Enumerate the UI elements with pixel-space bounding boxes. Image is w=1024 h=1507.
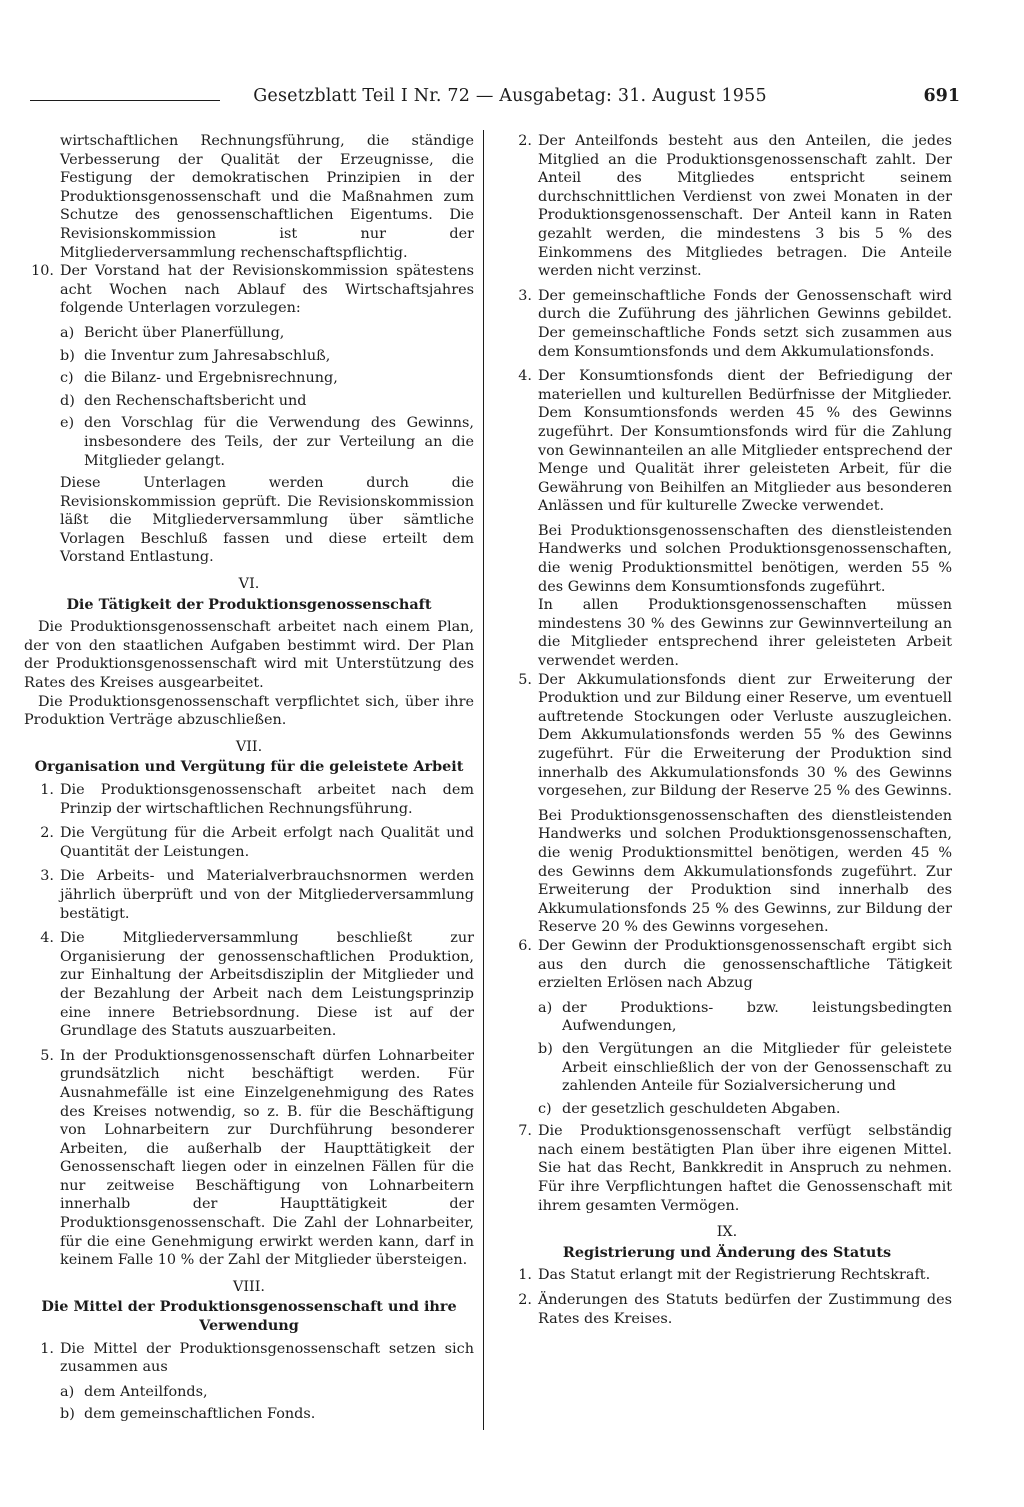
list-item	[502, 1122, 952, 1215]
item-paragraph: Bei Produktionsgenossenschaften des dienstleistenden Handwerks und solchen Produktionsgenossenschaften, die wenig Produktionsmittel benötigen, werden 55 % des Gewinns dem Konsumtionsfonds zugeführt.	[538, 522, 952, 595]
sub-item	[24, 414, 474, 470]
sub-text: den Vergütungen an die Mitglieder für geleistete Arbeit einschließlich der von der Genossenschaft zu zahlenden Anteile für Sozialversicherung und	[562, 1040, 952, 1095]
item-number: 1.	[40, 1340, 54, 1357]
item-text: Die Arbeits- und Materialverbrauchsnormen werden jährlich überprüft und von der Mitgliederversammlung bestätigt.	[60, 868, 474, 922]
section-heading: Die Tätigkeit der Produktionsgenossenschaft	[66, 595, 432, 613]
sub-marker: a)	[538, 999, 553, 1016]
sub-item	[502, 999, 952, 1036]
page-header	[30, 84, 964, 112]
list-item	[502, 367, 952, 516]
sub-marker: c)	[538, 1100, 552, 1117]
sub-marker: e)	[60, 415, 75, 432]
item-number: 1.	[40, 782, 54, 798]
item-number: 4.	[518, 368, 532, 385]
item-number: 4.	[40, 930, 54, 947]
list-item	[24, 929, 474, 1041]
sub-marker: c)	[60, 370, 74, 387]
sub-item	[24, 1383, 474, 1402]
sub-text: dem Anteilfonds,	[84, 1383, 208, 1400]
sub-item	[24, 1405, 474, 1424]
page-number: 691	[923, 86, 960, 106]
sub-marker: b)	[538, 1040, 553, 1057]
continued-paragraph: wirtschaftlichen Rechnungsführung, die ständige Verbesserung der Qualität der Erzeugnisse, die Festigung der demokratischen Prinzipien in der Produktionsgenossenschaft und die Maßnahmen zum Schutze des genossenschaftlichen Eigentums. Die Revisionskommission ist nur der Mitgliederversammlung rechenschaftspflichtig.	[60, 133, 474, 261]
list-item	[24, 824, 474, 861]
section-number: VIII.	[232, 1278, 266, 1295]
item-text: Die Mittel der Produktionsgenossenschaft setzen sich zusammen aus	[60, 1340, 474, 1376]
item-number: 3.	[40, 868, 54, 885]
item-number: 2.	[518, 133, 532, 149]
item-number: 2.	[40, 825, 54, 842]
sub-item	[502, 1040, 952, 1096]
sub-item	[24, 347, 474, 366]
list-item	[502, 937, 952, 993]
column-divider	[483, 130, 484, 1430]
list-item	[24, 262, 474, 318]
list-item	[24, 867, 474, 923]
item-number: 10.	[31, 263, 54, 280]
item-text: Die Produktionsgenossenschaft verfügt selbständig nach einem bestätigten Plan über ihre eigenen Mittel. Sie hat das Recht, Bankkredit in Anspruch zu nehmen. Für ihre Verpflichtungen haftet die Genossenschaft mit ihrem gesamten Vermögen.	[538, 1123, 952, 1214]
item-number: 5.	[40, 1047, 54, 1064]
item-text: Die Produktionsgenossenschaft arbeitet nach dem Prinzip der wirtschaftlichen Rechnungsführung.	[60, 782, 474, 817]
item-paragraph: In allen Produktionsgenossenschaften müssen mindestens 30 % des Gewinns zur Gewinnverteilung an die Mitglieder entsprechend ihrer geleisteten Arbeit verwendet werden.	[538, 597, 952, 670]
sub-marker: b)	[60, 1406, 75, 1423]
item-text: Änderungen des Statuts bedürfen der Zustimmung des Rates des Kreises.	[538, 1292, 952, 1327]
item-number: 3.	[518, 287, 532, 304]
sub-text: die Bilanz- und Ergebnisrechnung,	[84, 370, 338, 387]
right-column	[502, 132, 952, 1334]
item-text: Die Mitgliederversammlung beschließt zur Organisierung der genossenschaftlichen Produktion, zur Einhaltung der Arbeitsdisziplin der Mitglieder und der Bezahlung der Arbeit nach dem Leistungsprinzip eine innere Betriebsordnung. Diese ist auf der Grundlage des Statuts auszuarbeiten.	[60, 930, 474, 1040]
list-item	[502, 132, 952, 281]
section-heading: Organisation und Vergütung für die geleistete Arbeit	[34, 758, 464, 776]
sub-text: die Inventur zum Jahresabschluß,	[84, 347, 331, 364]
item-number: 2.	[518, 1292, 532, 1309]
header-title: Gesetzblatt Teil I Nr. 72 — Ausgabetag: 31. August 1955	[253, 86, 767, 106]
sub-item	[502, 1100, 952, 1119]
item-text: Der Vorstand hat der Revisionskommission spätestens acht Wochen nach Ablauf des Wirtschaftsjahres folgende Unterlagen vorzulegen:	[60, 263, 474, 317]
item-paragraph: Diese Unterlagen werden durch die Revisionskommission geprüft. Die Revisionskommission läßt die Mitgliederversammlung über sämtliche Vorlagen Beschluß fassen und diese erteilt dem Vorstand Entlastung.	[60, 475, 474, 566]
body-paragraph: Die Produktionsgenossenschaft verpflichtet sich, über ihre Produktion Verträge abzuschließen.	[24, 693, 474, 729]
list-item	[502, 671, 952, 801]
item-text: Der Gewinn der Produktionsgenossenschaft ergibt sich aus den durch die genossenschaftliche Tätigkeit erzielten Erlösen nach Abzug	[538, 937, 952, 992]
list-item	[502, 287, 952, 361]
item-text: Der Konsumtionsfonds dient der Befriedigung der materiellen und kulturellen Bedürfnisse der Mitglieder. Dem Konsumtionsfonds werden 45 % des Gewinns zugeführt. Der Konsumtionsfonds wird für die Zahlung von Gewinnanteilen an alle Mitglieder entsprechend der Menge und Qualität ihrer geleisteten Arbeit, für die Gewährung von Beihilfen an Mitglieder aus besonderen Anlässen und für kulturelle Zwecke verwendet.	[538, 368, 952, 515]
item-text: Das Statut erlangt mit der Registrierung Rechtskraft.	[538, 1267, 931, 1284]
item-number: 1.	[518, 1267, 532, 1284]
item-text: Der Akkumulationsfonds dient zur Erweiterung der Produktion und zur Bildung einer Reserve, um eventuell auftretende Stockungen oder Verluste auszugleichen. Dem Akkumulationsfonds werden 55 % des Gewinns zugeführt. Für die Erweiterung der Produktion sind innerhalb des Akkumulationsfonds 30 % des Gewinns vorgesehen, zur Bildung der Reserve 25 % des Gewinns.	[538, 671, 952, 800]
sub-item	[24, 324, 474, 343]
list-item	[24, 781, 474, 818]
list-item	[502, 1291, 952, 1328]
sub-marker: d)	[60, 392, 75, 409]
item-paragraph: Bei Produktionsgenossenschaften des dienstleistenden Handwerks und solchen Produktionsgenossenschaften, die wenig Produktionsmittel benötigen, werden 45 % des Gewinns dem Akkumulationsfonds zugeführt. Zur Erweiterung der Produktion sind innerhalb des Akkumulationsfonds 25 % des Gewinns, zur Bildung der Reserve 20 % des Gewinns vorgesehen.	[538, 807, 952, 936]
item-number: 5.	[518, 671, 532, 688]
sub-item	[24, 369, 474, 388]
sub-marker: b)	[60, 347, 75, 364]
body-paragraph: Die Produktionsgenossenschaft arbeitet nach einem Plan, der von den staatlichen Aufgaben bestimmt wird. Der Plan der Produktionsgenossenschaft wird mit Unterstützung des Rates des Kreises ausgearbeitet.	[24, 619, 474, 692]
item-text: Der Anteilfonds besteht aus den Anteilen, die jedes Mitglied an die Produktionsgenossenschaft zahlt. Der Anteil des Mitgliedes entspricht seinem durchschnittlichen Verdienst von zwei Monaten in der Produktionsgenossenschaft. Der Anteil kann in Raten gezahlt werden, die mindestens 3 bis 5 % des Einkommens des Mitgliedes betragen. Die Anteile werden nicht verzinst.	[538, 133, 952, 280]
list-item	[24, 1340, 474, 1377]
sub-text: der gesetzlich geschuldeten Abgaben.	[562, 1100, 841, 1117]
list-item	[24, 1047, 474, 1270]
section-number: VI.	[238, 576, 260, 593]
section-number: VII.	[235, 738, 263, 755]
section-number: IX.	[716, 1224, 738, 1241]
item-number: 7.	[518, 1123, 532, 1140]
item-text: Der gemeinschaftliche Fonds der Genossenschaft wird durch die Zuführung des jährlichen Gewinns gebildet. Der gemeinschaftliche Fonds setzt sich zusammen aus dem Konsumtionsfonds und dem Akkumulationsfonds.	[538, 287, 952, 360]
sub-item	[24, 392, 474, 411]
header-rule	[30, 100, 220, 101]
item-number: 6.	[518, 937, 532, 954]
sub-text: den Rechenschaftsbericht und	[84, 392, 307, 409]
sub-text: dem gemeinschaftlichen Fonds.	[84, 1406, 316, 1423]
item-text: In der Produktionsgenossenschaft dürfen Lohnarbeiter grundsätzlich nicht beschäftigt werden. Für Ausnahmefälle ist eine Einzelgenehmigung des Rates des Kreises notwendig, so z. B. für die Beschäftigung von Lohnarbeitern zur Durchführung besonderer Arbeiten, die außerhalb der Haupttätigkeit der Genossenschaft liegen oder in einzelnen Fällen für die nur zeitweise Beschäftigung von Lohnarbeitern innerhalb der Haupttätigkeit der Produktionsgenossenschaft. Die Zahl der Lohnarbeiter, für die eine Genehmigung erwirkt werden kann, darf in keinem Falle 10 % der Zahl der Mitglieder übersteigen.	[60, 1047, 474, 1269]
sub-text: der Produktions- bzw. leistungsbedingten Aufwendungen,	[562, 999, 952, 1035]
section-heading: Die Mittel der Produktionsgenossenschaft und ihre Verwendung	[41, 1298, 457, 1335]
sub-marker: a)	[60, 1383, 75, 1400]
item-text: Die Vergütung für die Arbeit erfolgt nach Qualität und Quantität der Leistungen.	[60, 825, 474, 860]
sub-marker: a)	[60, 324, 75, 341]
sub-text: den Vorschlag für die Verwendung des Gewinns, insbesondere des Teils, der zur Verteilung an die Mitglieder gelangt.	[84, 415, 474, 469]
sub-text: Bericht über Planerfüllung,	[84, 324, 285, 341]
left-column	[24, 132, 474, 1428]
list-item	[502, 1266, 952, 1285]
section-heading: Registrierung und Änderung des Statuts	[562, 1243, 892, 1261]
